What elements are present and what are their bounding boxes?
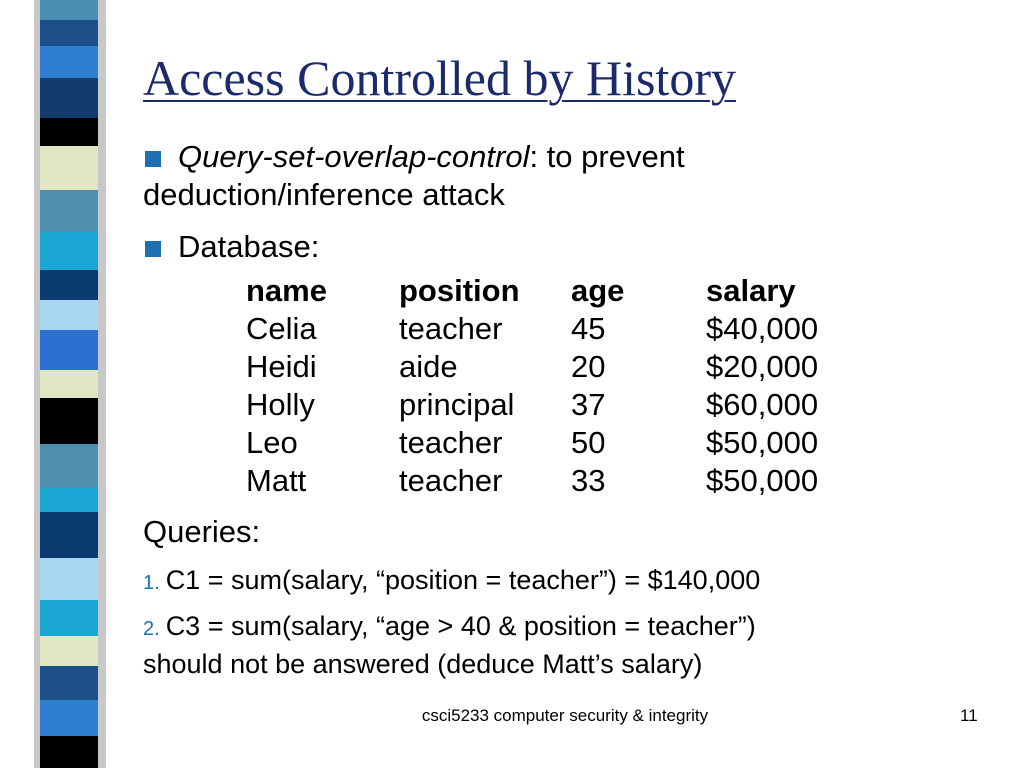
- cell-position: teacher: [399, 425, 503, 460]
- footer-course-title: csci5233 computer security & integrity: [421, 706, 709, 725]
- query-item-2: [143, 607, 756, 648]
- cell-salary: $20,000: [706, 349, 819, 384]
- cell-age: 20: [571, 349, 606, 384]
- query-item-1: [143, 561, 760, 602]
- cell-name: Heidi: [246, 349, 317, 384]
- cell-salary: $50,000: [706, 425, 819, 460]
- query-number: 1.: [143, 572, 160, 594]
- header-position: position: [399, 273, 520, 308]
- decorative-stripe-bar: [0, 0, 118, 768]
- cell-name: Leo: [246, 425, 298, 460]
- cell-position: teacher: [399, 463, 503, 498]
- bullet-query-set-overlap: [143, 138, 685, 176]
- bullet-database-label: Database:: [178, 229, 320, 264]
- cell-age: 50: [571, 425, 606, 460]
- cell-name: Celia: [246, 311, 317, 346]
- query-item-2-line2: should not be answered (deduce Matt’s salary): [143, 649, 703, 679]
- cell-position: aide: [399, 349, 458, 384]
- cell-position: principal: [399, 387, 515, 422]
- term-query-set-overlap-control: Query-set-overlap-control: [178, 139, 530, 174]
- header-age: age: [571, 273, 625, 308]
- cell-name: Matt: [246, 463, 307, 498]
- bullet-square-icon: [145, 241, 161, 257]
- cell-name: Holly: [246, 387, 315, 422]
- cell-age: 37: [571, 387, 606, 422]
- cell-position: teacher: [399, 311, 503, 346]
- cell-salary: $40,000: [706, 311, 819, 346]
- queries-label: Queries:: [143, 514, 261, 549]
- header-salary: salary: [706, 273, 796, 308]
- bullet1-rest: : to prevent: [529, 139, 685, 174]
- cell-salary: $50,000: [706, 463, 819, 498]
- slide-title: Access Controlled by History: [143, 50, 736, 106]
- header-name: name: [246, 273, 327, 308]
- bullet1-line2: deduction/inference attack: [143, 177, 505, 212]
- query-number: 2.: [143, 618, 160, 640]
- query-text: C3 = sum(salary, “age > 40 & position = teacher”): [165, 611, 756, 641]
- page-number: 11: [960, 706, 978, 725]
- cell-salary: $60,000: [706, 387, 819, 422]
- cell-age: 33: [571, 463, 606, 498]
- query-text: C1 = sum(salary, “position = teacher”) = $140,000: [165, 565, 761, 595]
- cell-age: 45: [571, 311, 606, 346]
